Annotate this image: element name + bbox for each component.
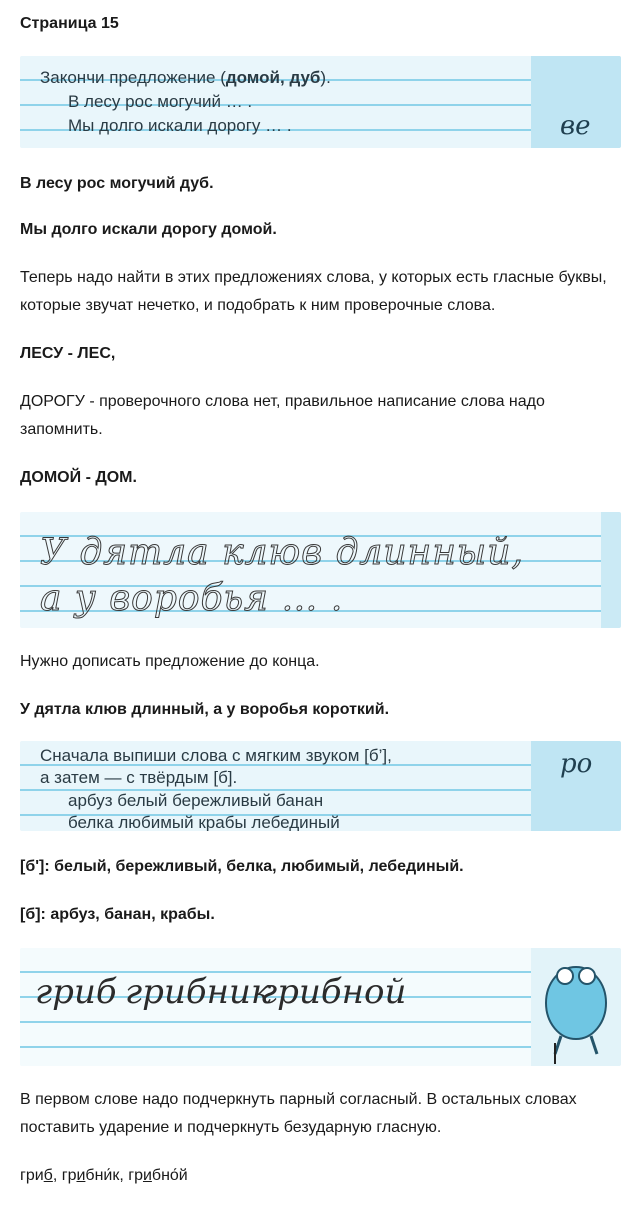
answer1-sentence1: В лесу рос могучий дуб. [20,175,214,192]
task1-badge: ве [560,111,591,141]
task4-word3: грибной [260,972,407,1012]
task4-word1: гриб [35,972,117,1012]
page-title: Страница 15 [20,15,119,32]
task2-side [601,512,621,628]
answer1-word3: ДОМОЙ - ДОМ. [20,469,137,486]
answer4-explain: В первом слове надо подчеркнуть парный согласный. В остальных словах поставить ударение и подчеркнуть безударную гласную. [20,1091,577,1136]
task4-side [531,948,621,1066]
task3-instruction2: а затем — с твёрдым [б]. [40,768,238,787]
task4-word2: грибник [125,972,272,1012]
task3-words2: белка любимый крабы лебединый [68,813,340,831]
answer3-hard: [б]: арбуз, банан, крабы. [20,906,215,923]
task1-panel [20,56,621,148]
owl-illustration-icon [531,948,621,1066]
task3-instruction1: Сначала выпиши слова с мягким звуком [б’], [40,746,392,765]
task3-badge: ро [560,749,593,779]
answer3-soft: [б']: белый, бережливый, белка, любимый, лебединый. [20,858,464,875]
task1-instruction: Закончи предложение (домой, дуб). [40,68,331,87]
answer1-word2: ДОРОГУ - проверочного слова нет, правильное написание слова надо запомнить. [20,393,545,438]
task2-panel [20,512,621,628]
answer4-words: гриб, грибни́к, грибно́й [20,1167,188,1184]
task2-line2: а у воробья … . [40,578,344,619]
answer2-sentence: У дятла клюв длинный, а у воробья короткий. [20,701,390,718]
task3-panel [20,741,621,831]
task4-panel [20,948,621,1066]
answer2-explain: Нужно дописать предложение до конца. [20,653,320,670]
task2-line1: У дятла клюв длинный, [40,532,524,573]
answer1-explain: Теперь надо найти в этих предложениях слова, у которых есть гласные буквы, которые звучат нечетко, и подобрать к ним проверочные слова. [20,269,607,314]
task1-line1: В лесу рос могучий … . [68,92,253,111]
task3-words1: арбуз белый бережливый банан [68,791,324,810]
answer1-word1: ЛЕСУ - ЛЕС, [20,345,116,362]
task1-line2: Мы долго искали дорогу … . [68,116,292,135]
answer1-sentence2: Мы долго искали дорогу домой. [20,221,277,238]
